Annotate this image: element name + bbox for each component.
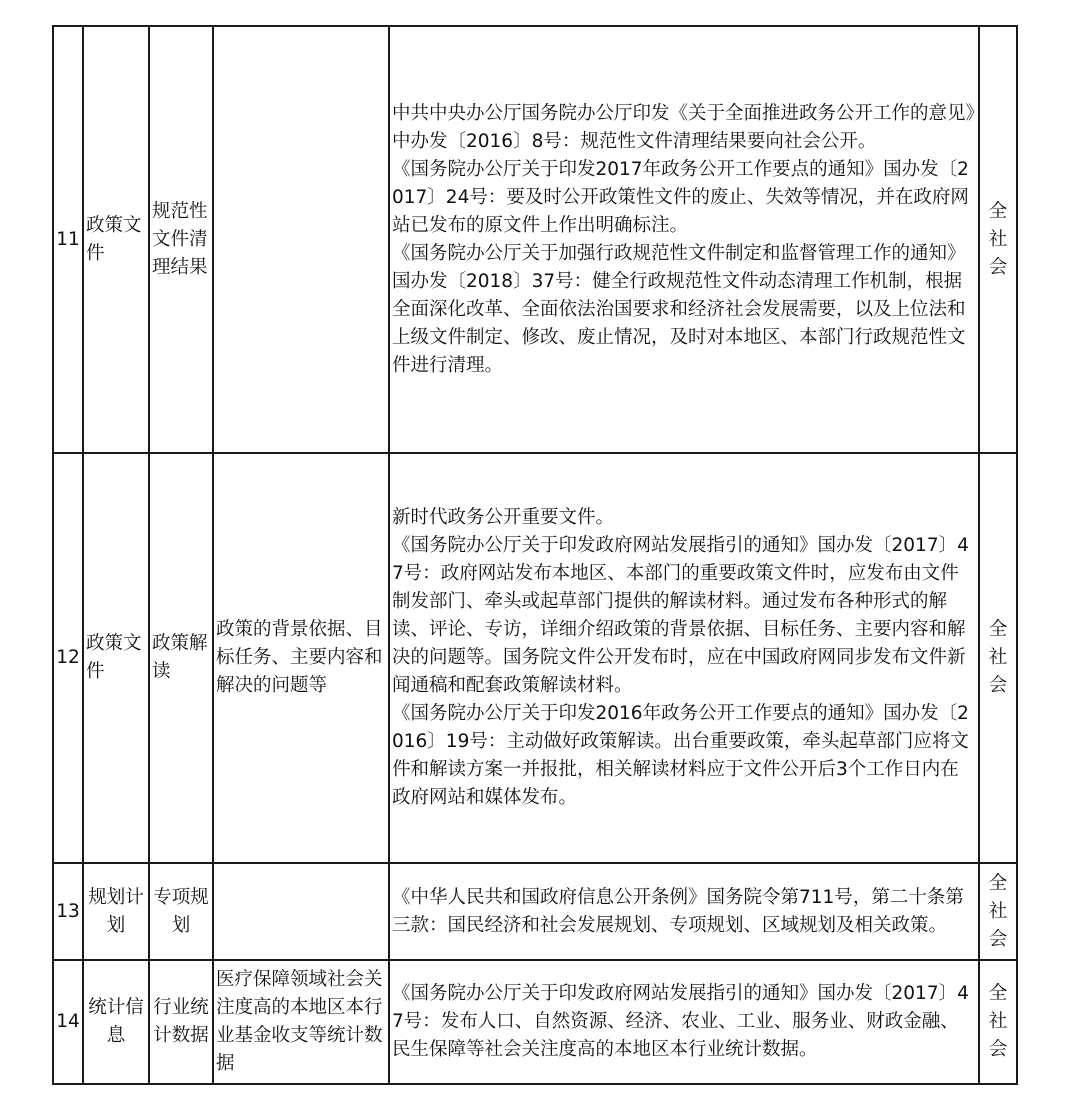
basis-paragraph: 《国务院办公厅关于印发2016年政务公开工作要点的通知》国办发〔2016〕19号：主动做好政策解读。出台重要政策，牵头起草部门应将文件和解读方案一并报批，相关解读材料应于文件公开后3个工作日内在政府网站和媒体发布。 xyxy=(392,703,969,808)
basis-paragraph: 《国务院办公厅关于加强行政规范性文件制定和监督管理工作的通知》国办发〔2018〕37号：健全行政规范性文件动态清理工作机制，根据全面深化改革、全面依法治国要求和经济社会发展需要，以及上位法和上级文件制定、修改、废止情况，及时对本地区、本部门行政规范性文件进行清理。 xyxy=(392,242,966,376)
basis-paragraph: 新时代政务公开重要文件。 xyxy=(392,507,615,528)
table-row xyxy=(53,960,1017,1084)
basis-paragraph: 《国务院办公厅关于印发政府网站发展指引的通知》国办发〔2017〕47号：政府网站发布本地区、本部门的重要政策文件时，应发布由文件制发部门、牵头或起草部门提供的解读材料。通过发布各种形式的解读、评论、专访，详细介绍政策的背景依据、目标任务、主要内容和解决的问题等。国务院文件公开发布时，应在中国政府网同步发布文件新闻通稿和配套政策解读材料。 xyxy=(392,535,969,696)
row-scope: 全社会 xyxy=(979,453,1017,863)
disclosure-table xyxy=(52,25,1018,1085)
row-scope: 全社会 xyxy=(979,960,1017,1084)
row-basis xyxy=(389,453,979,863)
row-number: 11 xyxy=(53,26,83,453)
row-subcategory: 行业统计数据 xyxy=(149,960,213,1084)
row-basis xyxy=(389,960,979,1084)
row-description: 政策的背景依据、目标任务、主要内容和解决的问题等 xyxy=(213,453,389,863)
basis-paragraph: 《国务院办公厅关于印发2017年政务公开工作要点的通知》国办发〔2017〕24号：要及时公开政策性文件的废止、失效等情况，并在政府网站已发布的原文件上作出明确标注。 xyxy=(392,158,969,236)
row-description xyxy=(213,863,389,960)
row-number: 13 xyxy=(53,863,83,960)
row-category: 政策文件 xyxy=(83,26,149,453)
row-number: 14 xyxy=(53,960,83,1084)
row-number: 12 xyxy=(53,453,83,863)
row-description xyxy=(213,26,389,453)
row-subcategory: 专项规划 xyxy=(149,863,213,960)
row-scope: 全社会 xyxy=(979,26,1017,453)
row-scope: 全社会 xyxy=(979,863,1017,960)
row-subcategory: 规范性文件清理结果 xyxy=(149,26,213,453)
basis-paragraph: 《中华人民共和国政府信息公开条例》国务院令第711号，第二十条第三款：国民经济和社会发展规划、专项规划、区域规划及相关政策。 xyxy=(392,886,964,936)
row-category: 政策文件 xyxy=(83,453,149,863)
table-row xyxy=(53,26,1017,453)
table-row xyxy=(53,453,1017,863)
row-basis xyxy=(389,26,979,453)
row-basis xyxy=(389,863,979,960)
row-description: 医疗保障领域社会关注度高的本地区本行业基金收支等统计数据 xyxy=(213,960,389,1084)
basis-paragraph: 《国务院办公厅关于印发政府网站发展指引的通知》国办发〔2017〕47号：发布人口、自然资源、经济、农业、工业、服务业、财政金融、民生保障等社会关注度高的本地区本行业统计数据。 xyxy=(392,983,969,1060)
basis-paragraph: 中共中央办公厅国务院办公厅印发《关于全面推进政务公开工作的意见》中办发〔2016〕8号：规范性文件清理结果要向社会公开。 xyxy=(392,102,975,152)
row-category: 统计信息 xyxy=(83,960,149,1084)
row-category: 规划计划 xyxy=(83,863,149,960)
table-row xyxy=(53,863,1017,960)
row-subcategory: 政策解读 xyxy=(149,453,213,863)
